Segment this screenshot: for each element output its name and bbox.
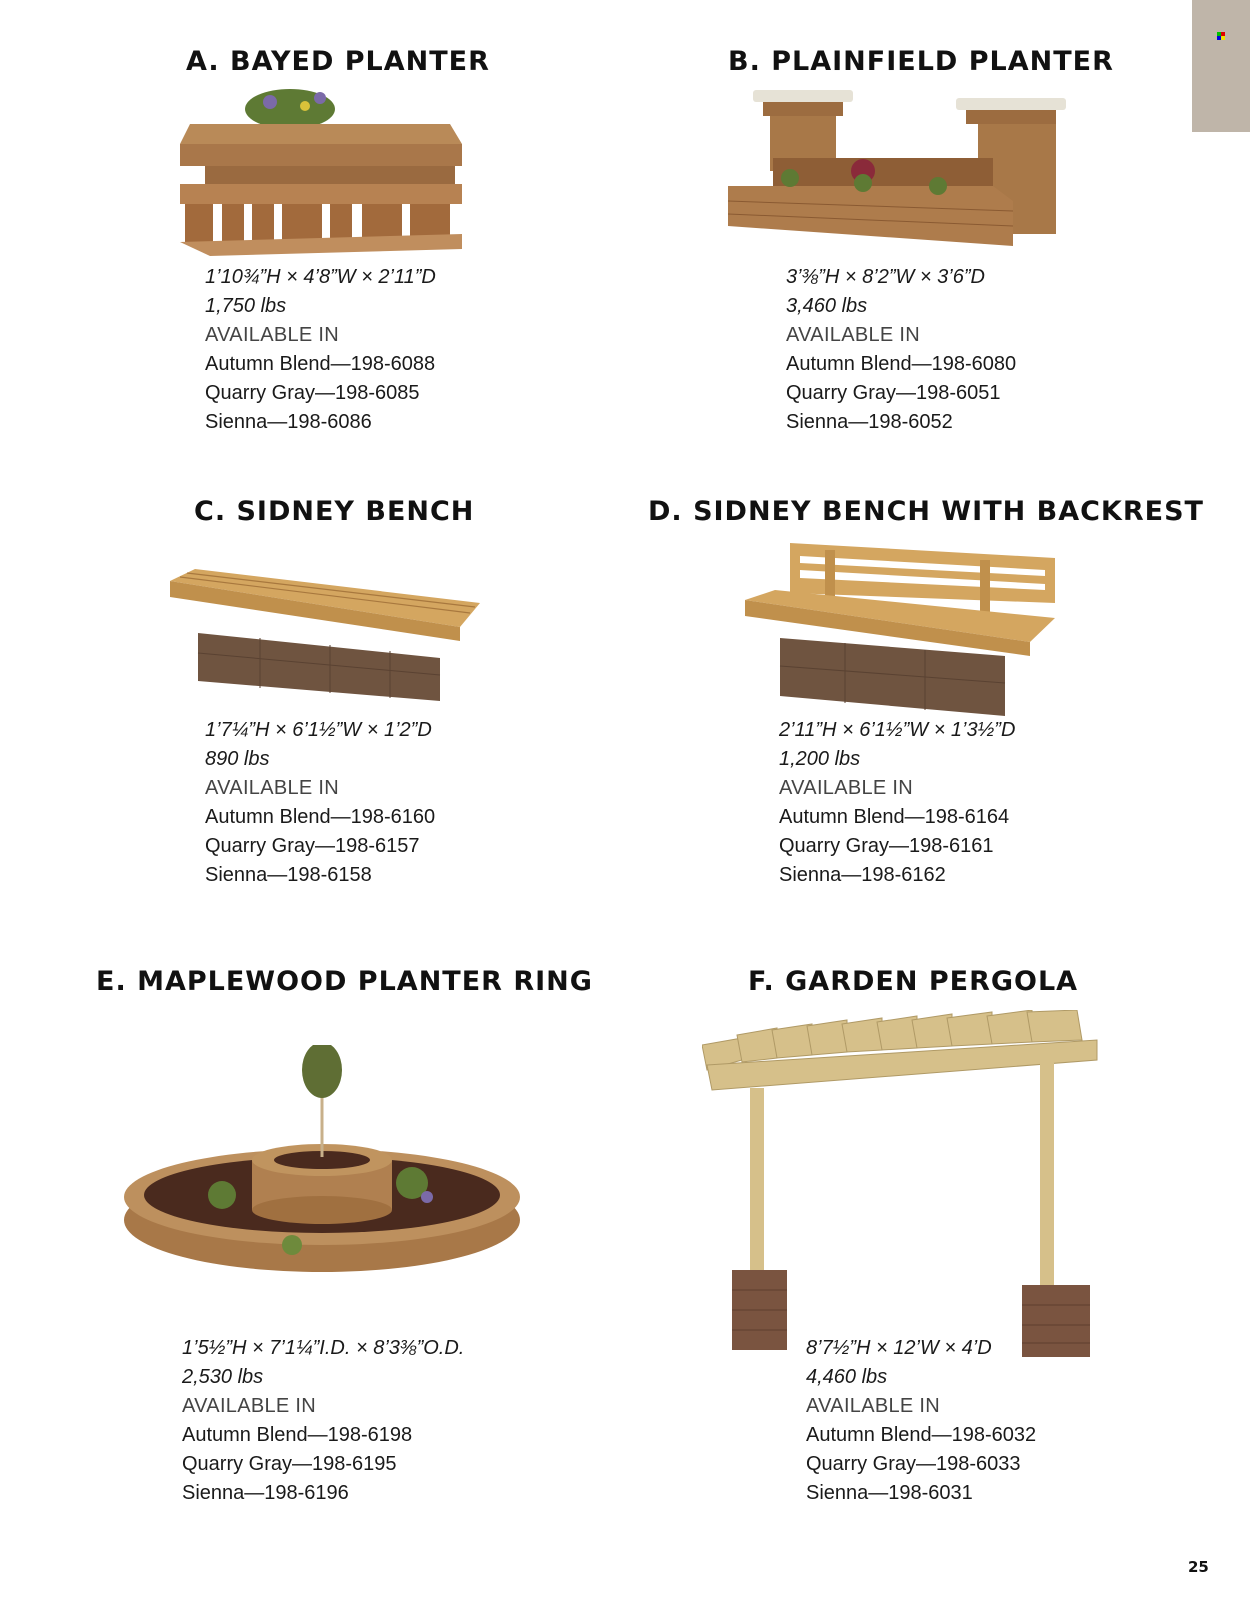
- available-in-label: AVAILABLE IN: [205, 324, 340, 346]
- color-option: Autumn Blend—198-6032: [806, 1424, 1037, 1446]
- dimensions: 1’5½”H × 7’1¼”I.D. × 8’3⅜”O.D.: [182, 1337, 465, 1359]
- color-option: Quarry Gray—198-6161: [779, 835, 994, 857]
- side-tab: [1192, 0, 1250, 132]
- product-specs-plainfield-planter: [786, 263, 1016, 437]
- color-option: Quarry Gray—198-6085: [205, 382, 420, 404]
- color-option: Sienna—198-6086: [205, 411, 372, 433]
- page-number: 25: [1188, 1558, 1209, 1576]
- color-option: Quarry Gray—198-6157: [205, 835, 420, 857]
- product-specs-sidney-bench-backrest: [779, 716, 1015, 890]
- color-option: Autumn Blend—198-6160: [205, 806, 436, 828]
- product-heading-garden-pergola: F. GARDEN PERGOLA: [748, 966, 1079, 997]
- dimensions: 3’⅜”H × 8’2”W × 3’6”D: [786, 266, 985, 288]
- product-specs-bayed-planter: [205, 263, 436, 437]
- product-heading-bayed-planter: A. BAYED PLANTER: [186, 46, 490, 77]
- color-option: Autumn Blend—198-6198: [182, 1424, 413, 1446]
- sidney-bench-image: [170, 563, 480, 703]
- color-option: Sienna—198-6052: [786, 411, 953, 433]
- product-specs-sidney-bench: [205, 716, 435, 890]
- weight: 1,750 lbs: [205, 295, 287, 317]
- garden-pergola-image: [702, 1010, 1102, 1360]
- weight: 4,460 lbs: [806, 1366, 888, 1388]
- color-option: Sienna—198-6031: [806, 1482, 973, 1504]
- color-option: Sienna—198-6162: [779, 864, 946, 886]
- available-in-label: AVAILABLE IN: [779, 777, 914, 799]
- plainfield-planter-image: [728, 86, 1068, 256]
- dimensions: 1’7¼”H × 6’1½”W × 1’2”D: [205, 719, 432, 741]
- color-option: Quarry Gray—198-6195: [182, 1453, 397, 1475]
- available-in-label: AVAILABLE IN: [806, 1395, 941, 1417]
- product-heading-sidney-bench-backrest: D. SIDNEY BENCH WITH BACKREST: [648, 496, 1204, 527]
- dimensions: 8’7½”H × 12’W × 4’D: [806, 1337, 992, 1359]
- product-specs-garden-pergola: [806, 1334, 1036, 1508]
- weight: 1,200 lbs: [779, 748, 861, 770]
- weight: 3,460 lbs: [786, 295, 868, 317]
- product-heading-plainfield-planter: B. PLAINFIELD PLANTER: [728, 46, 1114, 77]
- brand-logo-icon: [1217, 32, 1225, 40]
- product-heading-sidney-bench: C. SIDNEY BENCH: [194, 496, 475, 527]
- dimensions: 1’10¾”H × 4’8”W × 2’11”D: [205, 266, 436, 288]
- color-option: Quarry Gray—198-6051: [786, 382, 1001, 404]
- weight: 890 lbs: [205, 748, 270, 770]
- sidney-bench-backrest-image: [745, 538, 1055, 718]
- color-option: Autumn Blend—198-6080: [786, 353, 1017, 375]
- color-option: Autumn Blend—198-6088: [205, 353, 436, 375]
- product-specs-maplewood-planter-ring: [182, 1334, 464, 1508]
- bayed-planter-image: [180, 84, 465, 259]
- color-option: Sienna—198-6196: [182, 1482, 349, 1504]
- color-option: Quarry Gray—198-6033: [806, 1453, 1021, 1475]
- maplewood-planter-ring-image: [122, 1045, 522, 1275]
- available-in-label: AVAILABLE IN: [786, 324, 921, 346]
- dimensions: 2’11”H × 6’1½”W × 1’3½”D: [779, 719, 1016, 741]
- weight: 2,530 lbs: [182, 1366, 264, 1388]
- color-option: Autumn Blend—198-6164: [779, 806, 1010, 828]
- product-heading-maplewood-planter-ring: E. MAPLEWOOD PLANTER RING: [96, 966, 593, 997]
- color-option: Sienna—198-6158: [205, 864, 372, 886]
- available-in-label: AVAILABLE IN: [182, 1395, 317, 1417]
- available-in-label: AVAILABLE IN: [205, 777, 340, 799]
